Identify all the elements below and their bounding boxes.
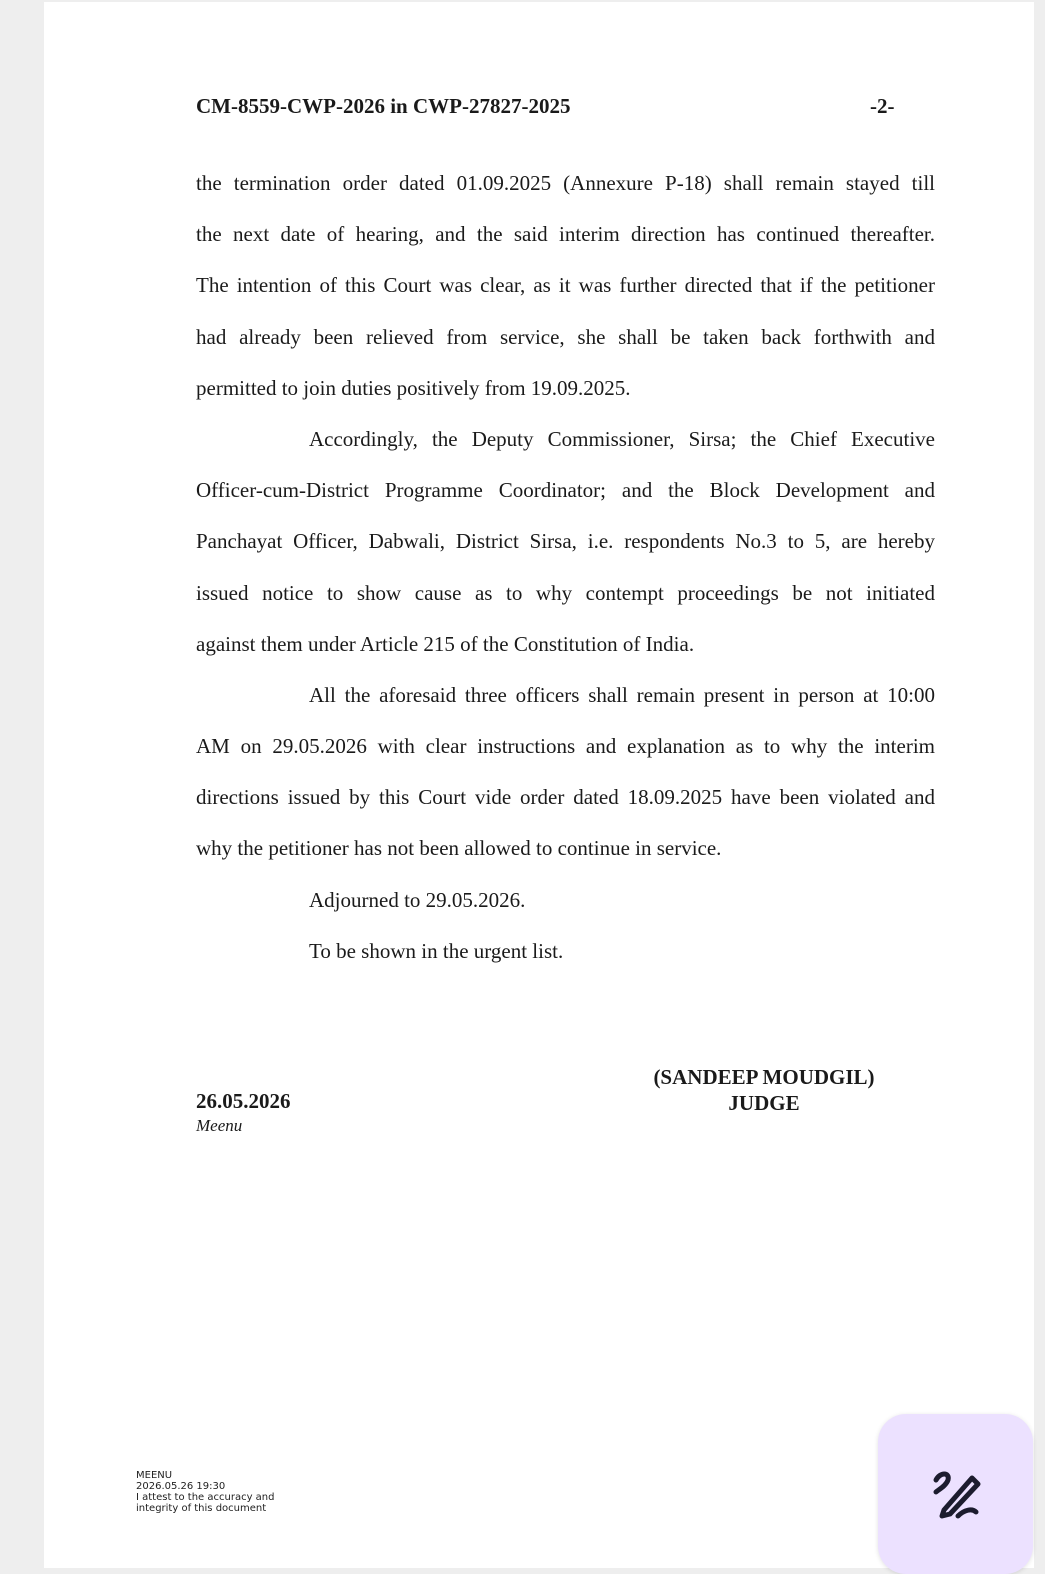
body-line: the next date of hearing, and the said interim direction has continued thereafter. (196, 222, 935, 247)
body-line: The intention of this Court was clear, as it was further directed that if the petitioner (196, 273, 935, 298)
clerk-initials: Meenu (196, 1116, 243, 1135)
document-page (44, 2, 1034, 1568)
digital-signature-stamp (136, 1470, 274, 1514)
judge-title: JUDGE (728, 1091, 800, 1115)
judge-name: (SANDEEP MOUDGIL) (653, 1065, 875, 1089)
order-date: 26.05.2026 (196, 1089, 291, 1113)
body-line: had already been relieved from service, she shall be taken back forthwith and (196, 324, 935, 349)
body-line: Officer-cum-District Programme Coordinator; and the Block Development and (196, 478, 935, 503)
body-line: Accordingly, the Deputy Commissioner, Sirsa; the Chief Executive (309, 426, 935, 451)
order-body (196, 165, 935, 984)
body-line: against them under Article 215 of the Constitution of India. (196, 631, 695, 656)
judge-signature-block (644, 1064, 884, 1116)
body-line: the termination order dated 01.09.2025 (Annexure P-18) shall remain stayed till (196, 171, 935, 195)
body-line: why the petitioner has not been allowed to continue in service. (196, 836, 722, 861)
signer-name: MEENU (136, 1470, 173, 1481)
attestation-line: I attest to the accuracy and (136, 1492, 275, 1503)
body-line: issued notice to show cause as to why contempt proceedings be not initiated (196, 580, 935, 605)
edit-pen-icon (928, 1464, 984, 1520)
body-line: directions issued by this Court vide order dated 18.09.2025 have been violated and (196, 785, 935, 810)
case-number: CM-8559-CWP-2026 in CWP-27827-2025 (196, 94, 571, 118)
body-line: All the aforesaid three officers shall remain present in person at 10:00 (309, 682, 935, 707)
edit-button[interactable] (878, 1414, 1033, 1574)
body-line: Panchayat Officer, Dabwali, District Sirsa, i.e. respondents No.3 to 5, are hereby (196, 529, 935, 554)
attestation-line: integrity of this document (136, 1503, 267, 1514)
body-line: AM on 29.05.2026 with clear instructions and explanation as to why the interim (196, 734, 935, 759)
body-line: Adjourned to 29.05.2026. (309, 887, 526, 912)
page-number: -2- (870, 94, 895, 118)
signature-timestamp: 2026.05.26 19:30 (136, 1481, 226, 1492)
body-line: To be shown in the urgent list. (309, 938, 564, 963)
body-line: permitted to join duties positively from 19.09.2025. (196, 375, 631, 400)
